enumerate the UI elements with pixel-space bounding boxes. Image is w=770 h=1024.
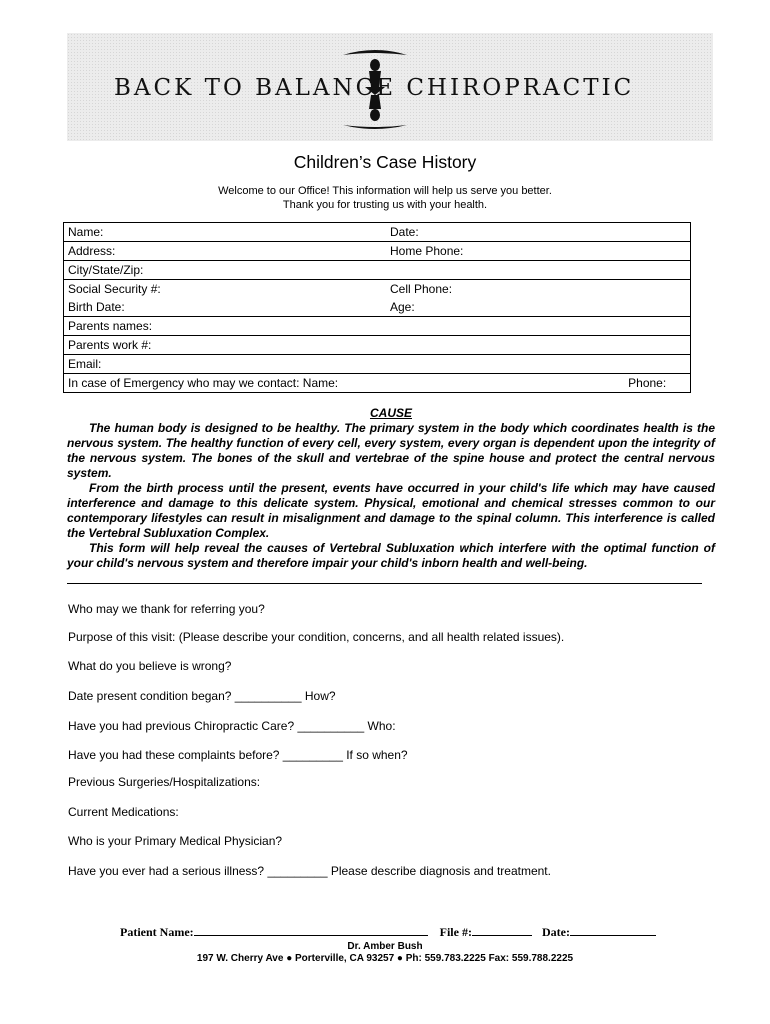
- question-physician[interactable]: Who is your Primary Medical Physician?: [68, 834, 283, 848]
- name-field[interactable]: Name:: [64, 223, 385, 242]
- footer-signature-line: [120, 925, 656, 940]
- cause-paragraph-2: From the birth process until the present, events have occurred in your child's life which may have caused interference and damage to this delicate system. Physical, emotional and chemical stresses common to our contemporary lifestyles can result in misalignment and damage to the spinal column. This interference is called the Vertebral Subluxation Complex.: [67, 481, 715, 540]
- home-phone-field[interactable]: Home Phone:: [384, 242, 691, 261]
- question-purpose[interactable]: Purpose of this visit: (Please describe your condition, concerns, and all health related issues).: [68, 630, 565, 644]
- file-label: File #:: [439, 925, 472, 939]
- patient-name-label: Patient Name:: [120, 925, 194, 939]
- date-field[interactable]: Date:: [384, 223, 691, 242]
- cause-section: [67, 406, 715, 571]
- date-blank[interactable]: [570, 935, 656, 936]
- cell-phone-field[interactable]: Cell Phone:: [384, 280, 691, 299]
- question-referral[interactable]: Who may we thank for referring you?: [68, 602, 265, 616]
- question-wrong[interactable]: What do you believe is wrong?: [68, 659, 232, 673]
- city-state-zip-field[interactable]: City/State/Zip:: [64, 261, 691, 280]
- question-illness[interactable]: Have you ever had a serious illness? _________ Please describe diagnosis and treatment.: [68, 864, 551, 878]
- question-previous-care[interactable]: Have you had previous Chiropractic Care? __________ Who:: [68, 719, 396, 733]
- welcome-line-1: Welcome to our Office! This information will help us serve you better.: [218, 185, 552, 197]
- email-field[interactable]: Email:: [64, 355, 691, 374]
- logo-text: BACK TO BALANCE CHIROPRACTIC: [114, 75, 635, 101]
- section-divider: [67, 583, 702, 584]
- question-complaints[interactable]: Have you had these complaints before? _________ If so when?: [68, 748, 408, 762]
- cause-heading: CAUSE: [369, 406, 412, 420]
- question-surgeries[interactable]: Previous Surgeries/Hospitalizations:: [68, 775, 261, 789]
- doctor-name: Dr. Amber Bush: [347, 941, 423, 952]
- social-security-field[interactable]: Social Security #:: [64, 280, 385, 299]
- parents-work-field[interactable]: Parents work #:: [64, 336, 691, 355]
- birth-date-field[interactable]: Birth Date:: [64, 298, 385, 317]
- address-field[interactable]: Address:: [64, 242, 385, 261]
- emergency-phone-field[interactable]: Phone:: [624, 374, 690, 393]
- file-blank[interactable]: [472, 935, 532, 936]
- age-field[interactable]: Age:: [384, 298, 691, 317]
- patient-info-table: [63, 222, 691, 393]
- page-title: Children’s Case History: [293, 152, 477, 172]
- date-label: Date:: [541, 925, 570, 939]
- patient-name-blank[interactable]: [194, 935, 428, 936]
- question-began[interactable]: Date present condition began? __________ How?: [68, 689, 336, 703]
- parents-names-field[interactable]: Parents names:: [64, 317, 691, 336]
- welcome-line-2: Thank you for trusting us with your health.: [282, 199, 488, 211]
- question-medications[interactable]: Current Medications:: [68, 805, 179, 819]
- cause-paragraph-1: The human body is designed to be healthy. The primary system in the body which coordinates health is the nervous system. The healthy function of every cell, every system, every organ is dependent upon the integrity of the nervous system. The bones of the skull and vertebrae of the spine house and protect the central nervous system.: [67, 421, 715, 480]
- emergency-contact-field[interactable]: In case of Emergency who may we contact: Name:: [64, 374, 625, 393]
- cause-paragraph-3: This form will help reveal the causes of Vertebral Subluxation which interfere with the optimal function of your child's nervous system and therefore impair your child's inborn health and well-being.: [67, 541, 715, 570]
- clinic-logo: [67, 33, 713, 141]
- clinic-address: 197 W. Cherry Ave ● Porterville, CA 93257 ● Ph: 559.783.2225 Fax: 559.788.2225: [196, 953, 574, 964]
